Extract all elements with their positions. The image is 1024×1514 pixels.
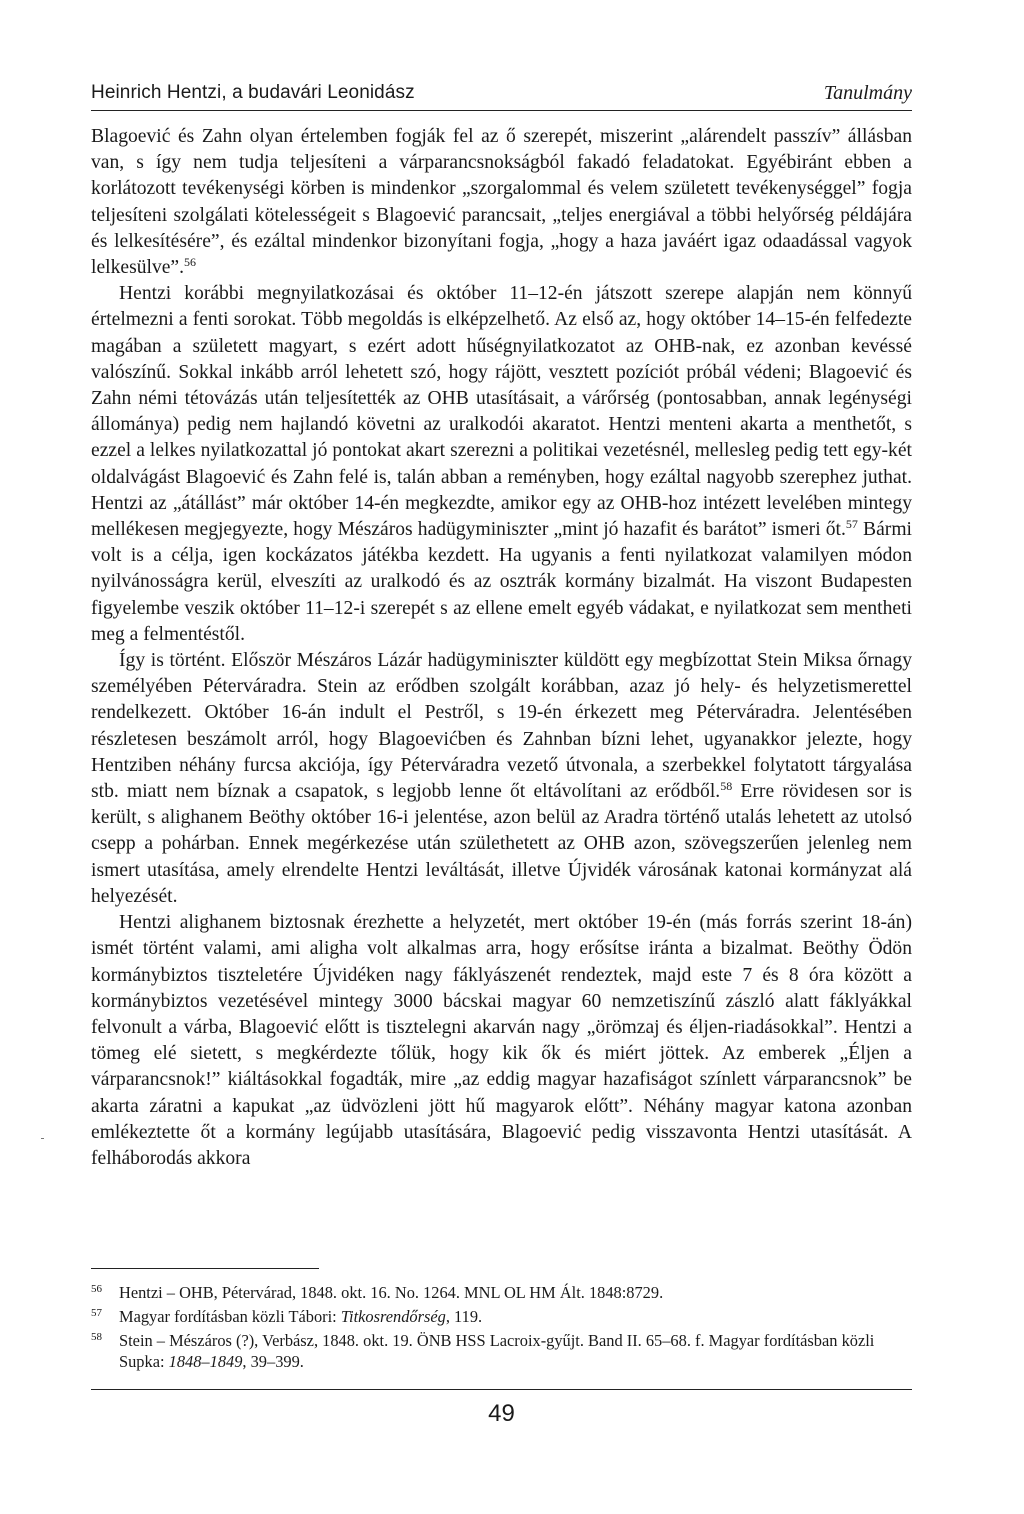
paragraph-4-text: Hentzi alighanem biztosnak érezhette a helyzetét, mert október 19-én (más forrás szerint 18-án) ismét történt valami, ami aligha volt alkalmas arra, hogy erősítse iránta a bizalmat. Beöthy Ödön kormánybiztos tiszteletére Újvidéken nagy fáklyászenét rendeztek, majd este 7 és 8 óra között a kormánybiztos vezetésével mintegy 3000 bácskai magyar 60 nemzetiszínű zászló alatt fáklyákkal felvonult a várba, Blagoević előtt is tisztelegni akarván nagy „örömzaj és éljen-riadásokkal”. Hentzi a tömeg elé sietett, s megkérdezte tőlük, hogy kik ők és miért jöttek. Az emberek „Éljen a várparancsnok!” kiáltásokkal fogadták, mire „az eddig magyar hazafiságot színlett várparancsnok” be akarta záratni a kapukat „az üdvözleni jött hű magyarok előtt”. Néhány magyar katona azonban emlékeztette őt a kormány legújabb utasítására, Blagoević pedig visszavonta Hentzi utasítását. A felháborodás akkora	[91, 912, 912, 1169]
paragraph-1	[91, 124, 912, 281]
paragraph-2-text-a: Hentzi korábbi megnyilatkozásai és október 11–12-én játszott szerepe alapján nem könnyű értelmezni a fenti sorokat. Több megoldás is elképzelhető. Az első az, hogy október 14–15-én felfedezte magában a született magyart, s ezért adott hűségnyilatkozatot az OHB-nak, ez azonban kevéssé valószínű. Sokkal inkább arról lehetett szó, hogy rájött, vesztett pozíciót próbál védeni; Blagoević és Zahn némi tétovázás után teljesítették az OHB utasításait, a várőrség (pontosabban, annak legénységi állománya) pedig nem hajlandó követni az uralkodói akaratot. Hentzi menteni akarta a menthetőt, s ezzel a lelkes nyilatkozattal jó pontokat akart szerezni a politikai vezetésnél, mellesleg pedig tett egy-két oldalvágást Blagoević és Zahn felé is, talán abban a reményben, hogy ezáltal nagyobb szerephez juthat. Hentzi az „átállást” már október 14-én megkezdte, amikor egy az OHB-hoz intézett levelében mintegy mellékesen megjegyezte, hogy Mészáros hadügyminiszter „mint jó hazafit és barátot” ismeri őt.	[91, 283, 912, 541]
footnote-number: 57	[91, 1307, 102, 1319]
footnote-ref-57[interactable]: 57	[845, 517, 858, 532]
footnote-cited-title: Titkosrendőrség	[340, 1307, 446, 1326]
footnote-56	[91, 1282, 912, 1303]
running-head-section: Tanulmány	[823, 82, 912, 104]
footnote-text: Magyar fordításban közli Tábori:	[119, 1307, 341, 1326]
footnote-text: Hentzi – OHB, Pétervárad, 1848. okt. 16. No. 1264. MNL OL HM Ált. 1848:8729.	[119, 1283, 664, 1302]
paragraph-4	[91, 910, 912, 1172]
page-number: 49	[488, 1400, 515, 1427]
footnote-number: 58	[91, 1331, 102, 1343]
footnote-57	[91, 1306, 912, 1327]
scan-mark	[41, 1138, 44, 1139]
footnote-text-tail: , 119.	[445, 1307, 483, 1326]
paragraph-1-text: Blagoević és Zahn olyan értelemben fogják fel az ő szerepét, miszerint „alárendelt passzív” állásban van, s így nem tudja teljesíteni a várparancsnokságból fakadó feladatokat. Egyébiránt ebben a korlátozott tevékenységi körben is mindenkor „szorgalommal és velem született tevékenységgel” fogja teljesíteni szolgálati kötelességeit s Blagoević parancsait, „teljes energiával a többi helyőrség példájára és lelkesítésére”, és ezáltal mindenkor bizonyítani fogja, „hogy a haza javáért igaz odaadással vagyok lelkesülve”.	[91, 126, 912, 279]
footer-rule	[91, 1389, 912, 1390]
footnote-ref-56[interactable]: 56	[184, 255, 197, 270]
paragraph-3	[91, 648, 912, 910]
footnote-ref-58[interactable]: 58	[720, 779, 733, 794]
paragraph-3-text-b: Erre rövidesen sor is került, s alighanem Beöthy október 16-i jelentése, azon belül az Aradra történő utalás lehetett az utolsó csepp a pohárban. Ennek megérkezése után születhetett az OHB azon, szövegszerűen jelenleg nem ismert utasítása, amely elrendelte Hentzi leváltását, illetve Újvidék városának katonai kormányzat alá helyezését.	[91, 781, 913, 907]
paragraph-3-text-a: Így is történt. Először Mészáros Lázár hadügyminiszter küldött egy megbízottat Stein Miksa őrnagy személyében Péterváradra. Stein az erődben szolgált korábban, azaz jó hely- és helyzetismerettel rendelkezett. Október 16-án indult el Pestről, s 19-én érkezett meg Péterváradra. Jelentésében részletesen beszámolt arról, hogy Blagoevićben és Zahnban bízni lehet, ugyanakkor jelezte, hogy Hentziben néhány furcsa akciója, így Péterváradra vezető útvonala, a szerbekkel folytatott tárgyalása stb. miatt nem bíznak a csapatok, s legjobb lenne őt eltávolítani az erődből.	[91, 650, 912, 803]
running-head-title: Heinrich Hentzi, a budavári Leonidász	[91, 82, 415, 103]
running-head	[91, 82, 912, 111]
footnote-cited-title: 1848–1849	[168, 1352, 243, 1371]
footnote-text-tail: , 39–399.	[242, 1352, 304, 1371]
footnote-text: Stein – Mészáros (?), Verbász, 1848. okt. 19. ÖNB HSS Lacroix-gyűjt. Band II. 65–68. f. Magyar fordításban közli Supka:	[119, 1331, 875, 1371]
footnote-58	[91, 1330, 912, 1372]
body-text	[91, 124, 912, 1172]
paragraph-2-text-b: Bármi volt is a célja, igen kockázatos játékba kezdett. Ha ugyanis a fenti nyilatkozat valamilyen módon nyilvánosságra kerül, elveszíti az uralkodó és az osztrák kormány bizalmát. Ha viszont Budapesten figyelembe veszik október 11–12-i szerepét s az ellene emelt egyéb vádakat, e nyilatkozat sem mentheti meg a felmentéstől.	[91, 519, 912, 645]
footnote-separator	[91, 1268, 319, 1269]
footnote-number: 56	[91, 1283, 102, 1295]
paragraph-2	[91, 281, 912, 648]
footnotes	[91, 1282, 912, 1375]
